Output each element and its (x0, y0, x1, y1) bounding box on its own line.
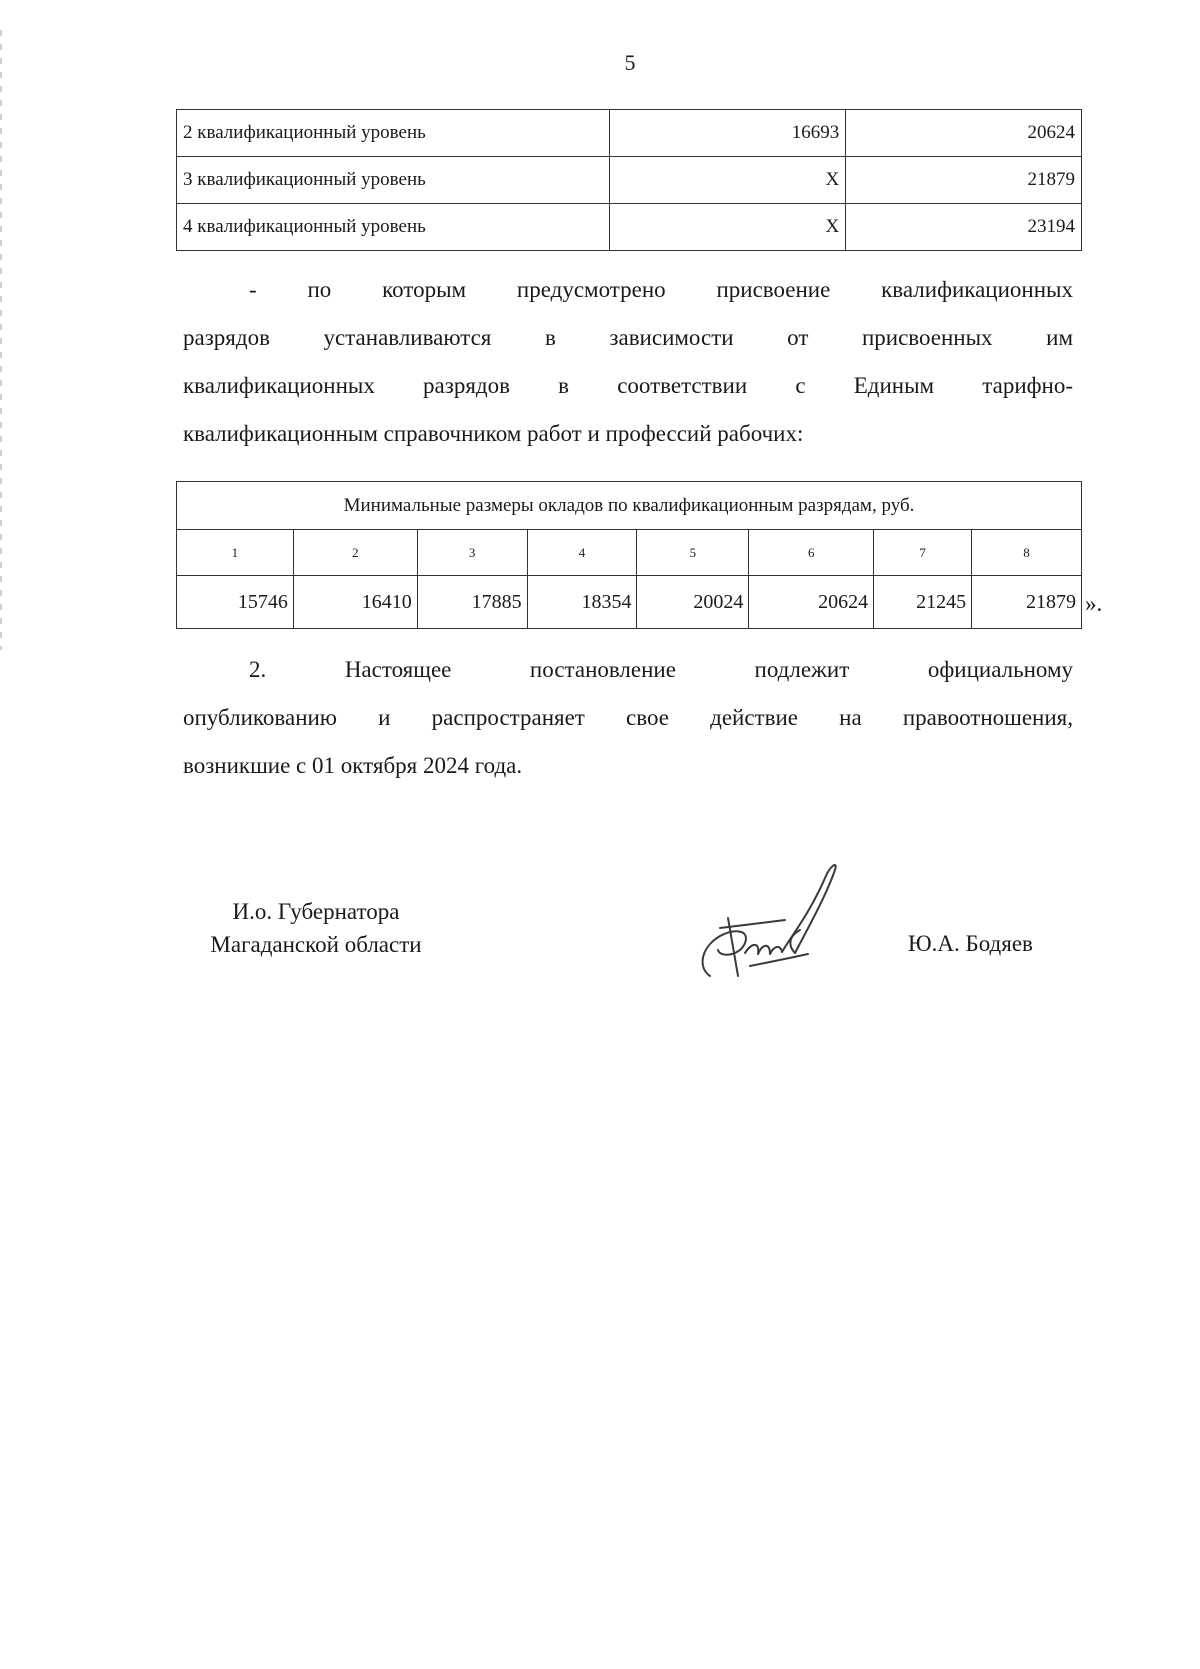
grade-number: 8 (972, 530, 1082, 576)
minimum-salaries-table (176, 481, 1082, 629)
grade-number: 7 (874, 530, 972, 576)
paragraph-grades-intro (183, 266, 1073, 458)
grade-number: 1 (177, 530, 294, 576)
signatory-title-line: И.о. Губернатора (232, 899, 400, 924)
table-header-row (177, 482, 1082, 530)
table-row (177, 157, 1082, 204)
paragraph-line: квалификационным справочником работ и профессий рабочих: (183, 421, 804, 446)
qualification-levels-table (176, 109, 1082, 251)
paragraph-line: - по которым предусмотрено присвоение квалификационных (249, 277, 1073, 302)
salary-value: 20024 (637, 576, 749, 629)
paragraph-line: опубликованию и распространяет свое действие на правоотношения, (183, 705, 1073, 730)
grade-number: 3 (417, 530, 527, 576)
closing-quote: ». (1085, 591, 1103, 616)
level-label: 4 квалификационный уровень (177, 204, 610, 251)
level-value-col2: 23194 (846, 204, 1082, 251)
level-value-col1: X (609, 204, 846, 251)
paragraph-line: возникшие с 01 октября 2024 года. (183, 753, 523, 778)
table-header: Минимальные размеры окладов по квалификационным разрядам, руб. (177, 482, 1082, 530)
salary-value: 20624 (749, 576, 874, 629)
salary-value: 16410 (293, 576, 417, 629)
level-value-col1: 16693 (609, 110, 846, 157)
signatory-title (185, 895, 447, 961)
paragraph-line: разрядов устанавливаются в зависимости от присвоенных им (183, 325, 1073, 350)
salary-values-row (177, 576, 1082, 629)
grade-number: 4 (527, 530, 637, 576)
paragraph-publication (183, 646, 1073, 790)
grade-number: 2 (293, 530, 417, 576)
salary-value: 17885 (417, 576, 527, 629)
salary-value: 18354 (527, 576, 637, 629)
handwritten-signature (690, 858, 860, 988)
salary-value: 15746 (177, 576, 294, 629)
signatory-title-line: Магаданской области (210, 932, 422, 957)
salary-value: 21245 (874, 576, 972, 629)
signatory-name: Ю.А. Бодяев (908, 931, 1033, 956)
level-label: 2 квалификационный уровень (177, 110, 610, 157)
level-value-col2: 21879 (846, 157, 1082, 204)
grade-number: 5 (637, 530, 749, 576)
level-label: 3 квалификационный уровень (177, 157, 610, 204)
scan-edge-artifact (0, 30, 2, 650)
level-value-col1: X (609, 157, 846, 204)
grade-index-row (177, 530, 1082, 576)
table-row (177, 110, 1082, 157)
page-number: 5 (624, 50, 636, 75)
table-row (177, 204, 1082, 251)
level-value-col2: 20624 (846, 110, 1082, 157)
grade-number: 6 (749, 530, 874, 576)
paragraph-line: 2. Настоящее постановление подлежит официальному (249, 657, 1073, 682)
salary-value: 21879 (972, 576, 1082, 629)
paragraph-line: квалификационных разрядов в соответствии с Единым тарифно- (183, 373, 1073, 398)
